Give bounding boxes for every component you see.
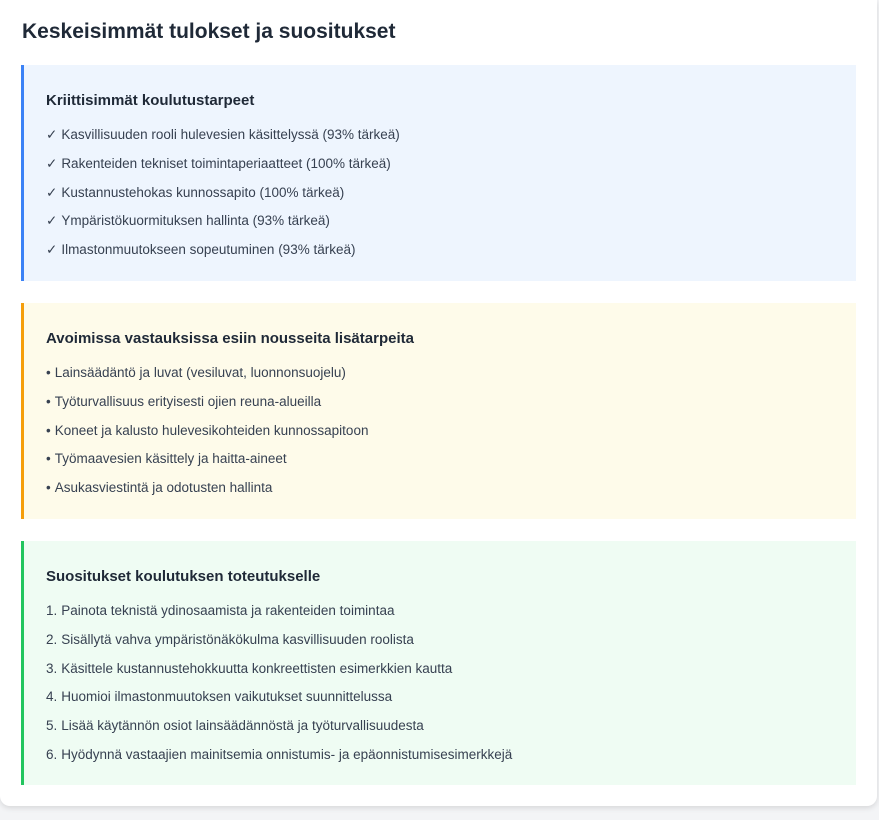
critical-needs-list [46,121,834,265]
list-number: 3. [46,660,58,676]
list-item-text: Sisällytä vahva ympäristönäkökulma kasvillisuuden roolista [61,631,414,647]
section-title: Avoimissa vastauksissa esiin nousseita lisätarpeita [46,330,414,347]
check-icon: ✓ [46,127,58,142]
open-answers-section [21,303,856,519]
list-item-text: Painota teknistä ydinosaamista ja rakenteiden toimintaa [61,603,395,618]
list-item-text: Kasvillisuuden rooli hulevesien käsittelyssä (93% tärkeä) [61,127,400,142]
list-item [46,150,834,179]
list-item-text: Työturvallisuus erityisesti ojien reuna-alueilla [54,393,322,409]
recommendations-list [46,597,834,770]
bullet-icon: • [46,393,51,409]
list-item-text: Lainsäädäntö ja luvat (vesiluvat, luonnonsuojelu) [54,365,346,380]
section-title: Suositukset koulutuksen toteutukselle [46,568,321,585]
list-item-text: Huomioi ilmastonmuutoksen vaikutukset suunnittelussa [61,689,393,705]
list-item [46,712,834,741]
bullet-icon: • [46,451,51,467]
list-item-text: Koneet ja kalusto hulevesikohteiden kunnossapitoon [54,422,369,438]
bullet-icon: • [46,422,51,438]
list-item [46,445,834,474]
open-answers-list [46,359,834,503]
list-number: 4. [46,689,58,705]
list-item-text: Kustannustehokas kunnossapito (100% tärkeä) [61,184,345,200]
list-item-text: Asukasviestintä ja odotusten hallinta [54,480,273,496]
list-item-text: Lisää käytännön osiot lainsäädännöstä ja työturvallisuudesta [61,718,424,734]
check-icon: ✓ [46,184,58,200]
list-number: 2. [46,631,58,647]
critical-needs-section [21,65,856,281]
check-icon: ✓ [46,242,58,258]
list-item-text: Ilmastonmuutokseen sopeutuminen (93% tärkeä) [61,242,356,258]
list-item [46,655,834,684]
list-number: 5. [46,718,58,734]
list-item [46,597,834,626]
bullet-icon: • [46,365,51,380]
list-item [46,417,834,446]
list-item-text: Hyödynnä vastaajien mainitsemia onnistumis- ja epäonnistumisesimerkkejä [61,746,513,762]
list-item [46,359,834,388]
list-item [46,179,834,208]
recommendations-section [21,541,856,785]
list-number: 6. [46,746,58,762]
list-item-text: Työmaavesien käsittely ja haitta-aineet [54,451,287,467]
list-item [46,121,834,150]
list-item [46,741,834,770]
check-icon: ✓ [46,155,58,171]
list-item [46,683,834,712]
list-item-text: Rakenteiden tekniset toimintaperiaatteet (100% tärkeä) [61,155,391,171]
section-title: Kriittisimmät koulutustarpeet [46,92,255,109]
list-number: 1. [46,603,58,618]
page-title: Keskeisimmät tulokset ja suositukset [22,20,396,43]
list-item [46,388,834,417]
list-item [46,626,834,655]
list-item-text: Ympäristökuormituksen hallinta (93% tärkeä) [61,213,330,229]
list-item [46,207,834,236]
list-item [46,236,834,265]
check-icon: ✓ [46,213,58,229]
list-item-text: Käsittele kustannustehokkuutta konkreettisten esimerkkien kautta [61,660,453,676]
list-item [46,474,834,503]
bullet-icon: • [46,480,51,496]
